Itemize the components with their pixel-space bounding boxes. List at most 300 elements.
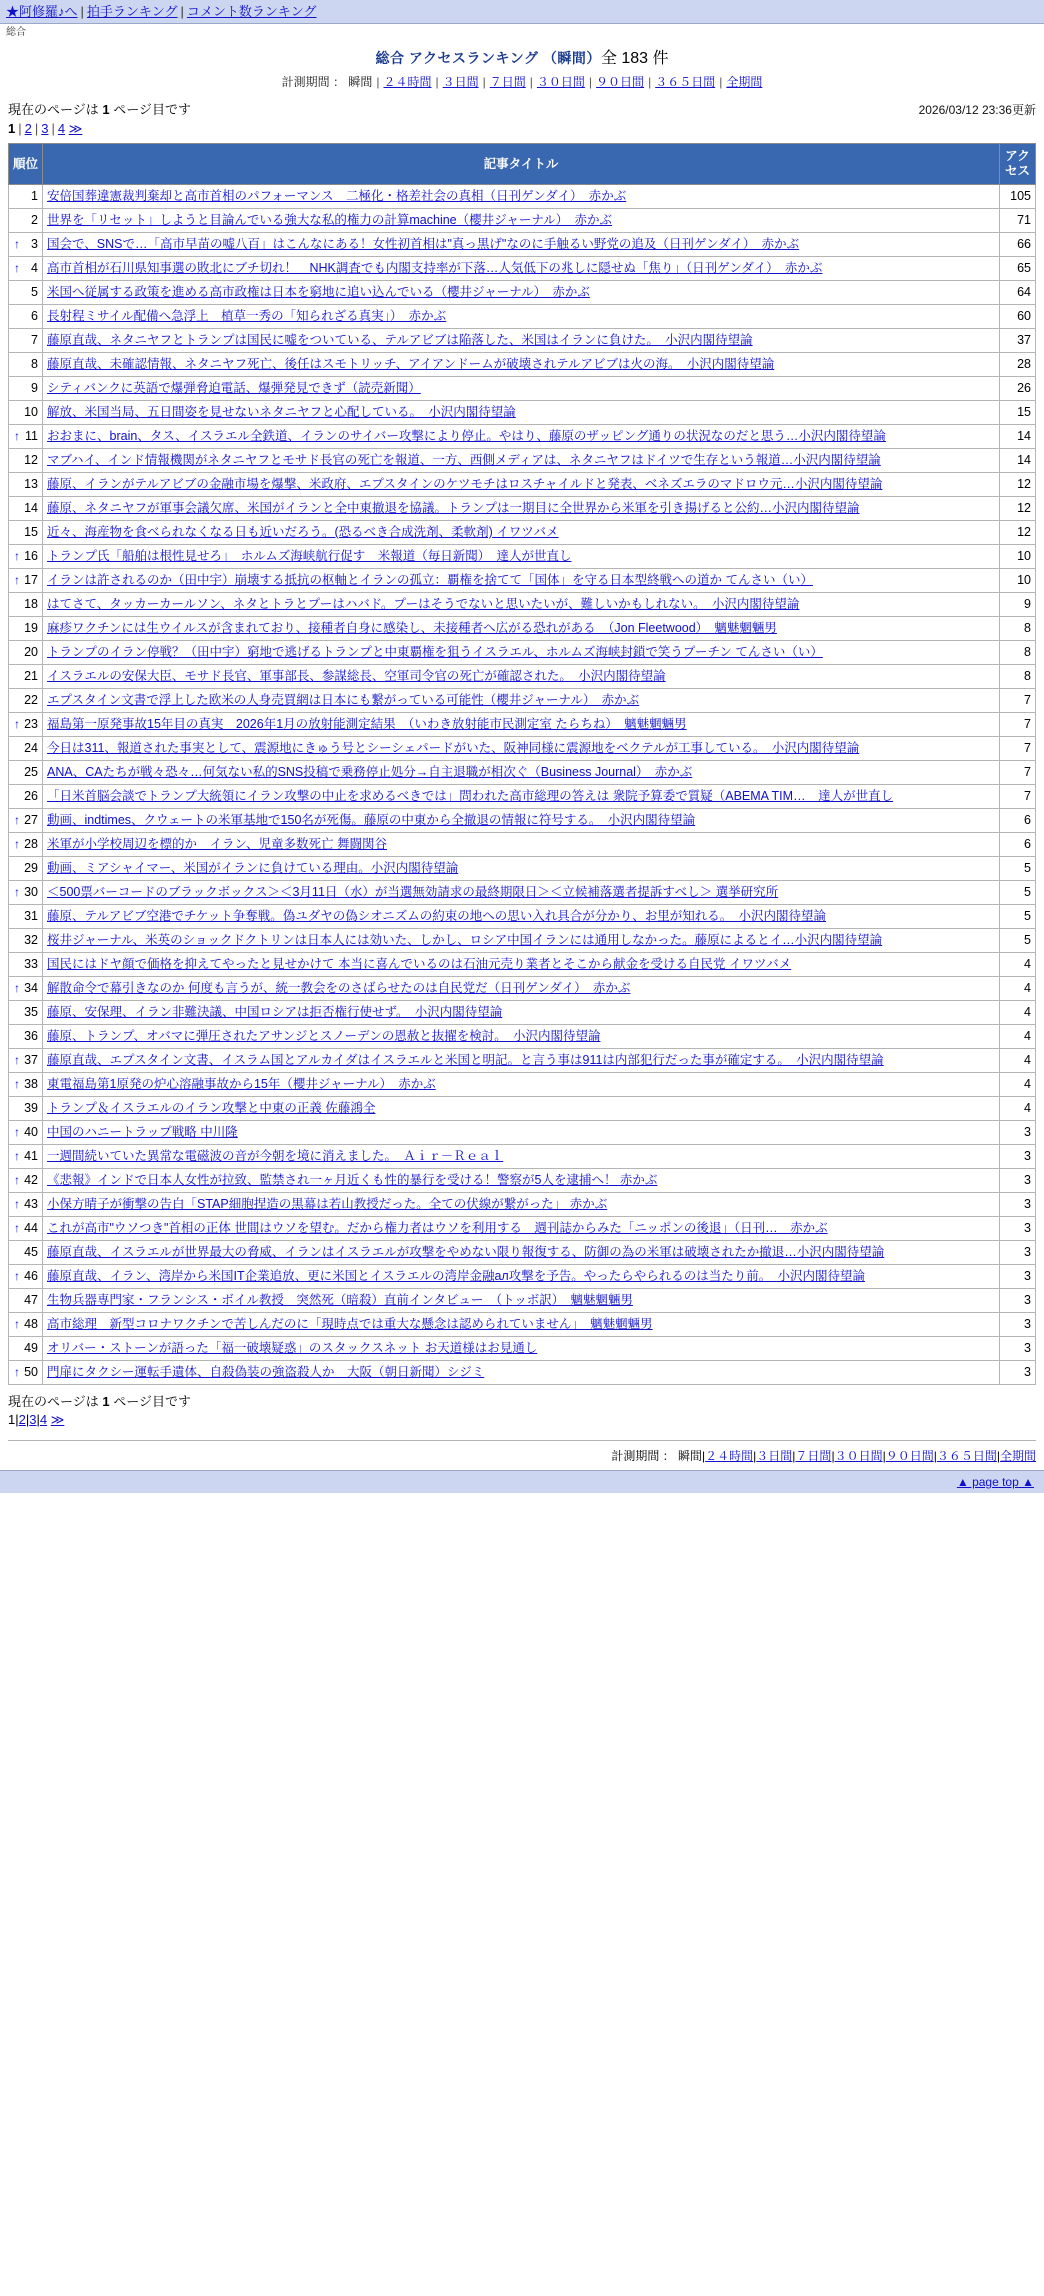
period-option-24h-top[interactable]: ２４時間	[383, 75, 432, 89]
row-title	[43, 497, 1000, 521]
article-link[interactable]: イスラエルの安保大臣、モサド長官、軍事部長、参謀総長、空軍司令官の死亡が確認された。 小沢内閣待望論	[47, 669, 666, 683]
table-row	[9, 1313, 1036, 1337]
row-rank	[9, 401, 43, 425]
table-row	[9, 281, 1036, 305]
article-link[interactable]: 藤原、ネタニヤフが軍事会議欠席、米国がイランと全中東撤退を協議。トランプは一期目に全世界から米軍を引き揚げると公約…小沢内閣待望論	[47, 501, 860, 515]
row-access: 64	[1000, 281, 1036, 305]
row-access: 7	[1000, 737, 1036, 761]
row-rank	[9, 353, 43, 377]
page-top-bar	[0, 1470, 1044, 1493]
period-bar-b1: |	[702, 1449, 706, 1463]
rank-number: 35	[24, 1005, 38, 1019]
row-rank	[9, 1337, 43, 1361]
row-title	[43, 593, 1000, 617]
article-link[interactable]: トランプ＆イスラエルのイラン攻撃と中東の正義 佐藤鴻全	[47, 1101, 376, 1115]
pager-page-4-top[interactable]: 4	[57, 121, 66, 136]
pager-top	[0, 120, 1044, 143]
period-bar-t1: |	[376, 75, 380, 89]
row-title	[43, 401, 1000, 425]
row-title	[43, 1169, 1000, 1193]
pager-next-bottom[interactable]: ≫	[50, 1412, 65, 1427]
table-row	[9, 425, 1036, 449]
rank-number: 45	[24, 1245, 38, 1259]
rank-number: 48	[24, 1317, 38, 1331]
row-access: 66	[1000, 233, 1036, 257]
table-row	[9, 1337, 1036, 1361]
table-row	[9, 1169, 1036, 1193]
article-link[interactable]: 長射程ミサイル配備へ急浮上 植草一秀の「知られざる真実」） 赤かぶ	[47, 309, 447, 323]
rank-number: 33	[24, 957, 38, 971]
rank-number: 4	[31, 261, 38, 275]
table-row	[9, 641, 1036, 665]
table-row	[9, 593, 1036, 617]
rank-up-arrow-icon: ↑	[14, 1053, 20, 1067]
rank-number: 5	[31, 285, 38, 299]
row-rank	[9, 833, 43, 857]
table-row	[9, 617, 1036, 641]
pager-page-4-bottom[interactable]: 4	[39, 1412, 48, 1427]
table-row	[9, 233, 1036, 257]
period-bar-t6: |	[648, 75, 652, 89]
row-title	[43, 233, 1000, 257]
nav-separator-2: |	[180, 4, 184, 19]
table-row	[9, 665, 1036, 689]
row-title	[43, 353, 1000, 377]
table-row	[9, 905, 1036, 929]
row-access: 65	[1000, 257, 1036, 281]
article-link[interactable]: 米国へ従属する政策を進める高市政権は日本を窮地に追い込んでいる（櫻井ジャーナル） 赤かぶ	[47, 285, 590, 299]
rank-up-arrow-icon: ↑	[14, 1269, 20, 1283]
column-header-access: アクセス	[1000, 144, 1036, 185]
row-title	[43, 1289, 1000, 1313]
row-rank	[9, 1097, 43, 1121]
pager-bar-t1: |	[18, 121, 22, 136]
rank-up-arrow-icon: ↑	[14, 1317, 20, 1331]
rank-up-arrow-icon: ↑	[14, 549, 20, 563]
article-link[interactable]: ANA、CAたちが戦々恐々…何気ない私的SNS投稿で乗務停止処分→自主退職が相次ぐ（Business Journal） 赤かぶ	[47, 765, 693, 779]
rank-number: 11	[25, 429, 38, 443]
row-rank	[9, 785, 43, 809]
article-link[interactable]: 藤原、テルアビブ空港でチケット争奪戦。偽ユダヤの偽シオニズムの約束の地への思い入れ具合が分かり、お里が知れる。 小沢内閣待望論	[47, 909, 827, 923]
article-link[interactable]: ＜500票バーコードのブラックボックス＞＜3月11日（水）が当選無効請求の最終期限日＞＜立候補落選者提訴すべし＞ 選挙研究所	[47, 885, 779, 899]
article-link[interactable]: 安倍国葬違憲裁判棄却と高市首相のパフォーマンス 二極化・格差社会の真相（日刊ゲンダイ） 赤かぶ	[47, 189, 627, 203]
row-rank	[9, 1001, 43, 1025]
rank-number: 2	[31, 213, 38, 227]
pager-bar-b1: |	[15, 1412, 19, 1427]
rank-up-arrow-icon: ↑	[14, 1197, 20, 1211]
rank-up-arrow-icon: ↑	[14, 1173, 20, 1187]
current-page-number-bottom: 1	[102, 1394, 110, 1409]
table-row	[9, 1265, 1036, 1289]
period-bar-b3: |	[792, 1449, 796, 1463]
article-link[interactable]: 解放、米国当局、五日間姿を見せないネタニヤフと心配している。 小沢内閣待望論	[47, 405, 516, 419]
row-access: 4	[1000, 1049, 1036, 1073]
row-access: 105	[1000, 185, 1036, 209]
row-title	[43, 713, 1000, 737]
period-selector-top	[0, 70, 1044, 95]
article-link[interactable]: 門扉にタクシー運転手遺体、自殺偽装の強盗殺人か 大阪（朝日新聞）シジミ	[47, 1365, 485, 1379]
row-rank	[9, 761, 43, 785]
row-title	[43, 425, 1000, 449]
article-link[interactable]: 藤原直哉、未確認情報、ネタニヤフ死亡、後任はスモトリッチ、アイアンドームが破壊されテルアビブは火の海。 小沢内閣待望論	[47, 357, 775, 371]
rank-up-arrow-icon: ↑	[14, 1365, 20, 1379]
table-row	[9, 521, 1036, 545]
row-access: 5	[1000, 929, 1036, 953]
period-bar-b6: |	[933, 1449, 937, 1463]
rank-up-arrow-icon: ↑	[14, 981, 20, 995]
row-rank	[9, 1049, 43, 1073]
row-rank	[9, 641, 43, 665]
row-rank	[9, 569, 43, 593]
row-access: 3	[1000, 1289, 1036, 1313]
period-bar-t2: |	[435, 75, 439, 89]
page-top-link[interactable]: ▲ page top ▲	[956, 1475, 1034, 1489]
rank-number: 13	[24, 477, 38, 491]
row-access: 3	[1000, 1121, 1036, 1145]
article-link[interactable]: 国会で、SNSで…「高市早苗の嘘八百」はこんなにある！女性初首相は"真っ黒げ"なのに手触るい野党の追及（日刊ゲンダイ） 赤かぶ	[47, 237, 800, 251]
pager-bar-b2: |	[25, 1412, 30, 1427]
rank-number: 16	[24, 549, 38, 563]
table-row	[9, 1073, 1036, 1097]
row-access: 4	[1000, 1001, 1036, 1025]
rank-number: 38	[24, 1077, 38, 1091]
period-option-90d-bottom[interactable]: ９０日間	[885, 1449, 934, 1463]
row-access: 15	[1000, 401, 1036, 425]
rank-up-arrow-icon: ↑	[14, 813, 20, 827]
article-link[interactable]: シティバンクに英語で爆弾脅迫電話、爆弾発見できず（読売新聞）	[47, 381, 421, 395]
row-title	[43, 1265, 1000, 1289]
period-option-30d-bottom[interactable]: ３０日間	[834, 1449, 883, 1463]
article-link[interactable]: 国民にはドヤ顔で価格を抑えてやったと見せかけて 本当に喜んでいるのは石油元売り業者とそこから献金を受ける自民党 イワツバメ	[47, 957, 792, 971]
rank-up-arrow-icon: ↑	[14, 1221, 20, 1235]
article-link[interactable]: 桜井ジャーナル、米英のショックドクトリンは日本人には効いた、しかし、ロシア中国イランには通用しなかった。藤原によるとイ…小沢内閣待望論	[47, 933, 883, 947]
article-link[interactable]: 小保方晴子が衝撃の告白「STAP細胞捏造の黒幕は若山教授だった。全ての伏線が繋がった」 赤かぶ	[47, 1197, 608, 1211]
article-link[interactable]: 世界を「リセット」しようと目論んでいる強大な私的権力の計算machine（櫻井ジャーナル） 赤かぶ	[47, 213, 612, 227]
table-row	[9, 185, 1036, 209]
row-access: 3	[1000, 1313, 1036, 1337]
rank-number: 9	[31, 381, 38, 395]
ranking-table-body	[9, 185, 1036, 1385]
period-bar-t4: |	[529, 75, 533, 89]
article-link[interactable]: 動画、indtimes、クウェートの米軍基地で150名が死傷。藤原の中東から全撤退の情報に符号する。 小沢内閣待望論	[47, 813, 696, 827]
current-page-status-top	[8, 99, 191, 118]
table-row	[9, 1145, 1036, 1169]
rank-number: 30	[24, 885, 38, 899]
table-row	[9, 1049, 1036, 1073]
row-access: 10	[1000, 569, 1036, 593]
row-rank	[9, 473, 43, 497]
rank-number: 40	[24, 1125, 38, 1139]
period-option-all-top[interactable]: 全期間	[726, 75, 763, 89]
current-page-status-bottom	[0, 1385, 1044, 1411]
period-label-top: 計測期間 ：	[281, 75, 345, 89]
table-row	[9, 569, 1036, 593]
table-row	[9, 497, 1036, 521]
row-access: 4	[1000, 977, 1036, 1001]
row-title	[43, 737, 1000, 761]
rank-number: 31	[24, 909, 38, 923]
pager-bar-t2: |	[34, 121, 39, 136]
rank-number: 32	[24, 933, 38, 947]
rank-number: 10	[24, 405, 38, 419]
total-count: 全 183 件	[600, 50, 669, 67]
rank-up-arrow-icon: ↑	[14, 1149, 20, 1163]
row-title	[43, 689, 1000, 713]
row-title	[43, 545, 1000, 569]
row-rank	[9, 305, 43, 329]
current-page-post-top: ページ目です	[113, 102, 191, 117]
rank-number: 44	[24, 1221, 38, 1235]
table-row	[9, 833, 1036, 857]
row-access: 37	[1000, 329, 1036, 353]
article-link[interactable]: おおまに、brain、タス、イスラエル全鉄道、イランのサイバー攻撃により停止。やはり、藤原のザッピング通りの状況なのだと思う…小沢内閣待望論	[47, 429, 886, 443]
row-title	[43, 185, 1000, 209]
rank-number: 27	[24, 813, 38, 827]
row-rank	[9, 377, 43, 401]
article-link[interactable]: 中国のハニートラップ戦略 中川隆	[47, 1125, 238, 1139]
row-access: 60	[1000, 305, 1036, 329]
row-title	[43, 1025, 1000, 1049]
row-access: 3	[1000, 1169, 1036, 1193]
rank-number: 20	[24, 645, 38, 659]
row-rank	[9, 1145, 43, 1169]
row-rank	[9, 1121, 43, 1145]
table-row	[9, 761, 1036, 785]
rank-up-arrow-icon: ↑	[14, 717, 20, 731]
row-rank	[9, 185, 43, 209]
table-row	[9, 713, 1036, 737]
row-rank	[9, 1073, 43, 1097]
pager-bar-t3: |	[51, 121, 55, 136]
rank-number: 21	[24, 669, 38, 683]
current-page-pre-top: 現在のページは	[8, 102, 99, 117]
row-rank	[9, 713, 43, 737]
rank-number: 23	[24, 717, 38, 731]
row-title	[43, 1001, 1000, 1025]
rank-number: 34	[24, 981, 38, 995]
row-title	[43, 305, 1000, 329]
row-access: 10	[1000, 545, 1036, 569]
article-link[interactable]: 今日は311、報道された事実として、震源地にきゅう号とシーシェパードがいた、阪神同様に震源地をベクテルが工事している。 小沢内閣待望論	[47, 741, 860, 755]
page-title: 総合 アクセスランキング （瞬間）	[375, 50, 601, 66]
article-link[interactable]: 一週間続いていた異常な電磁波の音が今朝を境に消えました。 Ａｉｒ－Ｒｅａｌ	[47, 1149, 504, 1163]
article-link[interactable]: 動画、ミアシャイマー、米国がイランに負けている理由。小沢内閣待望論	[47, 861, 459, 875]
article-link[interactable]: 藤原直哉、イスラエルが世界最大の脅威、イランはイスラエルが攻撃をやめない限り報復する、防御の為の米軍は破壊されたか撤退…小沢内閣待望論	[47, 1245, 885, 1259]
pager-next-top[interactable]: ≫	[68, 121, 83, 136]
period-bar-b7: |	[996, 1449, 1000, 1463]
table-row	[9, 1217, 1036, 1241]
period-bar-b5: |	[882, 1449, 886, 1463]
table-row	[9, 881, 1036, 905]
pager-page-2-top[interactable]: 2	[24, 121, 32, 136]
row-access: 5	[1000, 857, 1036, 881]
rank-up-arrow-icon: ↑	[14, 1125, 20, 1139]
article-link[interactable]: 高市首相が石川県知事選の敗北にブチ切れ！ NHK調査でも内閣支持率が下落…人気低下の兆しに隠せぬ「焦り」（日刊ゲンダイ） 赤かぶ	[47, 261, 823, 275]
period-bar-b4: |	[831, 1449, 835, 1463]
row-title	[43, 281, 1000, 305]
period-option-365d-top[interactable]: ３６５日間	[655, 75, 716, 89]
row-rank	[9, 1193, 43, 1217]
rank-number: 17	[24, 573, 38, 587]
article-link[interactable]: 近々、海産物を食べられなくなる日も近いだろう。(恐るべき合成洗剤、柔軟剤) イワツバメ	[47, 525, 559, 539]
row-title	[43, 1145, 1000, 1169]
period-option-7d-bottom[interactable]: ７日間	[795, 1449, 832, 1463]
nav-separator-1: |	[80, 4, 84, 19]
row-title	[43, 1217, 1000, 1241]
row-title	[43, 377, 1000, 401]
article-link[interactable]: マブハイ、インド情報機関がネタニヤフとモサド長官の死亡を報道、一方、西側メディアは、ネタニヤフはドイツで生存という報道…小沢内閣待望論	[47, 453, 881, 467]
row-access: 4	[1000, 1025, 1036, 1049]
row-rank	[9, 1025, 43, 1049]
row-rank	[9, 449, 43, 473]
row-title	[43, 857, 1000, 881]
row-rank	[9, 617, 43, 641]
article-link[interactable]: エプスタイン文書で浮上した欧米の人身売買網は日本にも繋がっている可能性（櫻井ジャーナル） 赤かぶ	[47, 693, 640, 707]
row-title	[43, 953, 1000, 977]
period-bar-t5: |	[588, 75, 593, 89]
row-access: 4	[1000, 1097, 1036, 1121]
row-title	[43, 833, 1000, 857]
rank-up-arrow-icon: ↑	[14, 429, 20, 443]
breadcrumb: 総合	[6, 27, 26, 38]
row-access: 9	[1000, 593, 1036, 617]
row-rank	[9, 737, 43, 761]
table-row	[9, 977, 1036, 1001]
rank-number: 42	[24, 1173, 38, 1187]
article-link[interactable]: 藤原、安保理、イラン非難決議、中国ロシアは拒否権行使せず。 小沢内閣待望論	[47, 1005, 503, 1019]
article-link[interactable]: 東電福島第1原発の炉心溶融事故から15年（櫻井ジャーナル） 赤かぶ	[47, 1077, 436, 1091]
row-access: 3	[1000, 1193, 1036, 1217]
row-access: 3	[1000, 1241, 1036, 1265]
period-option-7d-top[interactable]: ７日間	[489, 75, 526, 89]
period-option-all-bottom[interactable]: 全期間	[999, 1449, 1036, 1463]
pager-page-3-bottom[interactable]: 3	[29, 1412, 37, 1427]
row-rank	[9, 881, 43, 905]
pager-page-2-bottom[interactable]: 2	[18, 1412, 26, 1427]
rank-up-arrow-icon: ↑	[14, 237, 20, 251]
row-title	[43, 1337, 1000, 1361]
article-link[interactable]: トランプのイラン停戦？（田中宇）窮地で逃げるトランプと中東覇権を狙うイスラエル、ホルムズ海峡封鎖で笑うプーチン てんさい（い）	[47, 645, 823, 659]
column-header-title: 記事タイトル	[43, 144, 1000, 185]
article-link[interactable]: 藤原、イランがテルアビブの金融市場を爆撃、米政府、エプスタインのケツモチはロスチャイルドと発表、ベネズエラのマドロウ元…小沢内閣待望論	[47, 477, 883, 491]
article-link[interactable]: 解散命令で幕引きなのか 何度も言うが、統一教会をのさばらせたのは自民党だ（日刊ゲンダイ） 赤かぶ	[47, 981, 631, 995]
period-bar-b2: |	[753, 1449, 757, 1463]
row-access: 26	[1000, 377, 1036, 401]
table-row	[9, 353, 1036, 377]
pager-bottom	[0, 1411, 1044, 1436]
period-option-24h-bottom[interactable]: ２４時間	[705, 1449, 754, 1463]
row-access: 4	[1000, 953, 1036, 977]
rank-number: 37	[24, 1053, 38, 1067]
article-link[interactable]: トランプ氏「船舶は根性見せろ」 ホルムズ海峡航行促す 米報道（毎日新聞） 達人が世直し	[47, 549, 572, 563]
article-link[interactable]: 藤原直哉、エプスタイン文書、イスラム国とアルカイダはイスラエルと米国と明記。と言う事は911は内部犯行だった事が確定する。 小沢内閣待望論	[47, 1053, 884, 1067]
rank-number: 49	[24, 1341, 38, 1355]
table-row	[9, 1361, 1036, 1385]
table-row	[9, 689, 1036, 713]
article-link[interactable]: 生物兵器専門家・フランシス・ボイル教授 突然死（暗殺）直前インタビュー （トッボ訳） 魑魅魍魎男	[47, 1293, 633, 1307]
rank-number: 28	[24, 837, 38, 851]
row-access: 6	[1000, 833, 1036, 857]
table-row	[9, 449, 1036, 473]
article-link[interactable]: 高市総理 新型コロナワクチンで苦しんだのに「現時点では重大な懸念は認められていません」 魑魅魍魎男	[47, 1317, 653, 1331]
article-link[interactable]: 「日米首脳会談でトランプ大統領にイラン攻撃の中止を求めるべきでは」問われた高市総理の答えは 衆院予算委で質疑（ABEMA TIM… 達人が世直し	[47, 789, 894, 803]
table-row	[9, 1097, 1036, 1121]
table-row	[9, 329, 1036, 353]
article-link[interactable]: これが高市"ウソつき"首相の正体 世間はウソを望む。だから権力者はウソを利用する 週刊誌からみた「ニッポンの後退」（日刊… 赤かぶ	[47, 1221, 828, 1235]
row-rank	[9, 809, 43, 833]
row-title	[43, 809, 1000, 833]
row-title	[43, 1121, 1000, 1145]
period-option-30d-top[interactable]: ３０日間	[536, 75, 585, 89]
table-row	[9, 857, 1036, 881]
rank-number: 14	[24, 501, 38, 515]
article-link[interactable]: 米軍が小学校周辺を標的か イラン、児童多数死亡 舞闘関谷	[47, 837, 387, 851]
pager-page-3-top[interactable]: 3	[41, 121, 49, 136]
row-title	[43, 881, 1000, 905]
row-rank	[9, 497, 43, 521]
rank-number: 19	[24, 621, 38, 635]
article-link[interactable]: 《悲報》インドで日本人女性が拉致、監禁され一ヶ月近くも性的暴行を受ける！警察が5人を逮捕へ！ 赤かぶ	[47, 1173, 658, 1187]
ranking-table	[8, 143, 1036, 1385]
article-link[interactable]: イランは許されるのか（田中宇）崩壊する抵抗の枢軸とイランの孤立：覇権を捨てて「国体」を守る日本型終戦への道か てんさい（い）	[47, 573, 813, 587]
row-title	[43, 1073, 1000, 1097]
table-header-row	[9, 144, 1036, 185]
article-link[interactable]: 福島第一原発事故15年目の真実 2026年1月の放射能測定結果 （いわき放射能市民測定室 たらちね） 魑魅魍魎男	[47, 717, 687, 731]
row-title	[43, 905, 1000, 929]
row-rank	[9, 209, 43, 233]
nav-link-applause-ranking[interactable]: 拍手ランキング	[86, 4, 178, 19]
nav-link-comment-ranking[interactable]: コメント数ランキング	[186, 4, 317, 19]
period-option-365d-bottom[interactable]: ３６５日間	[936, 1449, 997, 1463]
article-link[interactable]: 藤原直哉、イラン、湾岸から米国IT企業追放、更に米国とイスラエルの湾岸金融ал攻撃を予告。やったらやられるのは当たり前。 小沢内閣待望論	[47, 1269, 865, 1283]
row-title	[43, 641, 1000, 665]
article-link[interactable]: 藤原、トランプ、オバマに弾圧されたアサンジとスノーデンの恩赦と抜擢を検討。 小沢内閣待望論	[47, 1029, 601, 1043]
rank-number: 7	[31, 333, 38, 347]
article-link[interactable]: はてさて、タッカーカールソン、ネタとトラとプーはハバド。プーはそうでないと思いたいが、難しいかもしれない。 小沢内閣待望論	[47, 597, 800, 611]
period-option-3d-top[interactable]: ３日間	[442, 75, 479, 89]
pager-current-bottom: 1	[8, 1412, 16, 1427]
row-rank	[9, 689, 43, 713]
rank-up-arrow-icon: ↑	[14, 573, 20, 587]
row-title	[43, 209, 1000, 233]
column-header-rank: 順位	[9, 144, 43, 185]
row-title	[43, 1097, 1000, 1121]
nav-link-asyura-home[interactable]: ★阿修羅♪へ	[6, 4, 78, 19]
period-option-3d-bottom[interactable]: ３日間	[756, 1449, 793, 1463]
row-rank	[9, 1169, 43, 1193]
updated-timestamp: 2026/03/12 23:36更新	[918, 103, 1036, 117]
article-link[interactable]: 藤原直哉、ネタニヤフとトランプは国民に嘘をついている、テルアビブは陥落した、米国はイランに負けた。 小沢内閣待望論	[47, 333, 753, 347]
rank-number: 43	[24, 1197, 38, 1211]
row-access: 3	[1000, 1145, 1036, 1169]
rank-number: 8	[31, 357, 38, 371]
row-rank	[9, 929, 43, 953]
rank-number: 26	[24, 789, 38, 803]
article-link[interactable]: 麻疹ワクチンには生ウイルスが含まれており、接種者自身に感染し、未接種者へ広がる恐れがある （Jon Fleetwood） 魑魅魍魎男	[47, 621, 777, 635]
rank-number: 18	[24, 597, 38, 611]
article-link[interactable]: オリバー・ストーンが語った「福一破壊疑惑」のスタックスネット お天道様はお見通し	[47, 1341, 538, 1355]
table-row	[9, 929, 1036, 953]
period-option-90d-top[interactable]: ９０日間	[596, 75, 645, 89]
row-rank	[9, 1265, 43, 1289]
pager-current-top: 1	[8, 121, 16, 136]
rank-up-arrow-icon: ↑	[14, 885, 20, 899]
rank-up-arrow-icon: ↑	[14, 1077, 20, 1091]
row-rank	[9, 233, 43, 257]
row-rank	[9, 977, 43, 1001]
row-access: 4	[1000, 1073, 1036, 1097]
top-navigation-bar	[0, 0, 1044, 24]
